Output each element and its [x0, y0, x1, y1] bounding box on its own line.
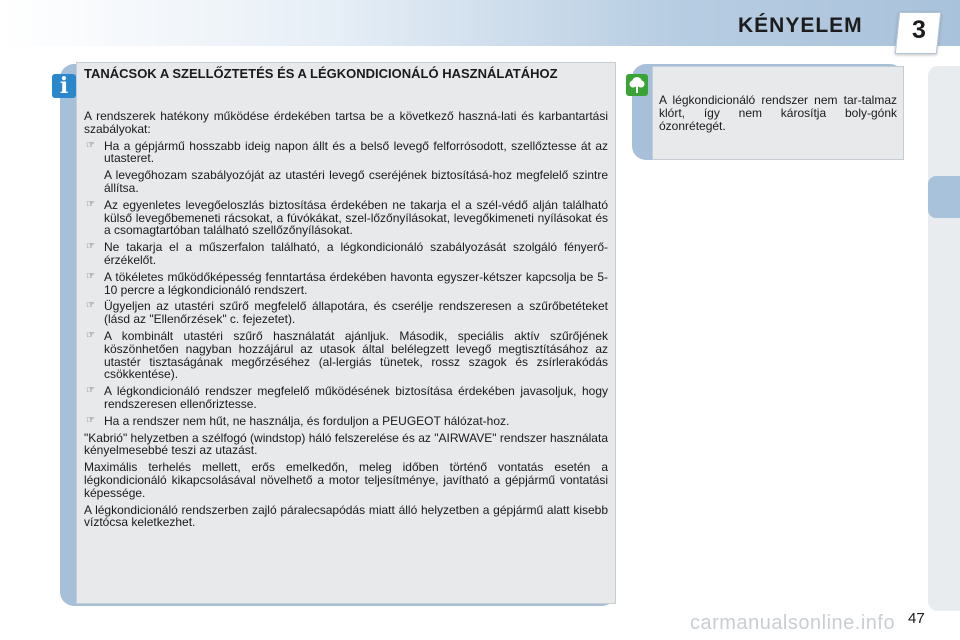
list-item-text: Ha a rendszer nem hűt, ne használja, és forduljon a PEUGEOT hálózat-hoz. — [104, 413, 510, 428]
list-item — [84, 241, 608, 267]
list-item-text: Az egyenletes levegőeloszlás biztosítása érdekében ne takarja el a szél-védő alján található külső levegőbemeneti rácsokat, a fúvókákat, szel-lőzőnyílásokat, levegőkimeneti nyílásokat és a csomagtartóban található szellőzőnyílásokat. — [104, 197, 608, 238]
pointing-hand-icon: ☞ — [86, 241, 95, 253]
list-item-continuation: A levegőhozam szabályozóját az utastéri levegő cseréjének biztosításá-hoz megfelelő szintre állítsa. — [104, 168, 608, 195]
pointing-hand-icon: ☞ — [86, 414, 95, 426]
list-item-text: A kombinált utastéri szűrő használatát ajánljuk. Második, speciális aktív szűrőjének köszönhetően nagyban hozzájárul az utasok által belélegzett levegő megtisztításához az utastér tisztaságának megőrzéséhez (al-lergiás tünetek, rossz szagok és zsírlerakódás csökkentése). — [104, 328, 608, 382]
paragraph: "Kabrió" helyzetben a szélfogó (windstop) háló felszerelése és az "AIRWAVE" rendszer használata kényelmesebbé teszi az utazást. — [84, 430, 608, 458]
pointing-hand-icon: ☞ — [86, 385, 95, 397]
list-item-text: A tökéletes működőképesség fenntartása érdekében havonta egyszer-kétszer kapcsolja be 5-10 percre a légkondicionáló rendszert. — [104, 269, 608, 297]
pointing-hand-icon: ☞ — [86, 270, 95, 282]
side-tab-strip — [928, 66, 960, 611]
list-item-text: Ügyeljen az utastéri szűrő megfelelő állapotára, és cserélje rendszeresen a szűrőbetéteket (lásd az "Ellenőrzések" c. fejezetet). — [104, 299, 608, 327]
chapter-title: KÉNYELEM — [738, 14, 863, 37]
list-item — [84, 385, 608, 411]
list-item-text: Ha a gépjármű hosszabb ideig napon állt és a belső levegő felforrósodott, szellőztesse át az utasteret. — [104, 138, 608, 166]
pointing-hand-icon: ☞ — [86, 300, 95, 312]
list-item-text: A légkondicionáló rendszer megfelelő működésének biztosítása érdekében javasoljuk, hogy rendszeresen ellenőriztesse. — [104, 384, 608, 411]
watermark: carmanualsonline.info — [690, 612, 896, 634]
intro-text: A rendszerek hatékony működése érdekében tartsa be a következő haszná-lati és karbantartási szabályokat: — [84, 109, 608, 136]
list-item — [84, 415, 608, 428]
chapter-number: 3 — [912, 16, 926, 44]
list-item — [84, 330, 608, 381]
main-content — [84, 110, 608, 533]
list-item-text: Ne takarja el a műszerfalon található, a légkondicionáló szabályozását szolgáló fényerő-érzékelőt. — [104, 240, 608, 267]
section-title: TANÁCSOK A SZELLŐZTETÉS ÉS A LÉGKONDICIONÁLÓ HASZNÁLATÁHOZ — [84, 66, 558, 81]
info-icon: i — [52, 74, 76, 98]
eco-note-text: A légkondicionáló rendszer nem tar-talmaz klórt, így nem károsítja boly-gónk ózonrétegét. — [659, 93, 897, 133]
list-item — [84, 140, 608, 166]
list-item — [84, 271, 608, 297]
tree-icon — [626, 74, 648, 96]
pointing-hand-icon: ☞ — [86, 139, 95, 151]
paragraph: A légkondicionáló rendszerben zajló páralecsapódás miatt álló helyzetben a gépjármű alatt kisebb víztócsa keletkezhet. — [84, 502, 608, 530]
paragraph: Maximális terhelés mellett, erős emelkedőn, meleg időben történő vontatás esetén a légkondicionáló kikapcsolásával növelhető a motor teljesítménye, javítható a gépjármű vontatási képessége. — [84, 460, 608, 500]
list-item — [84, 199, 608, 237]
pointing-hand-icon: ☞ — [86, 329, 95, 341]
pointing-hand-icon: ☞ — [86, 198, 95, 210]
list-item — [84, 300, 608, 326]
side-tab-active[interactable] — [928, 176, 960, 218]
page-number: 47 — [908, 610, 925, 627]
